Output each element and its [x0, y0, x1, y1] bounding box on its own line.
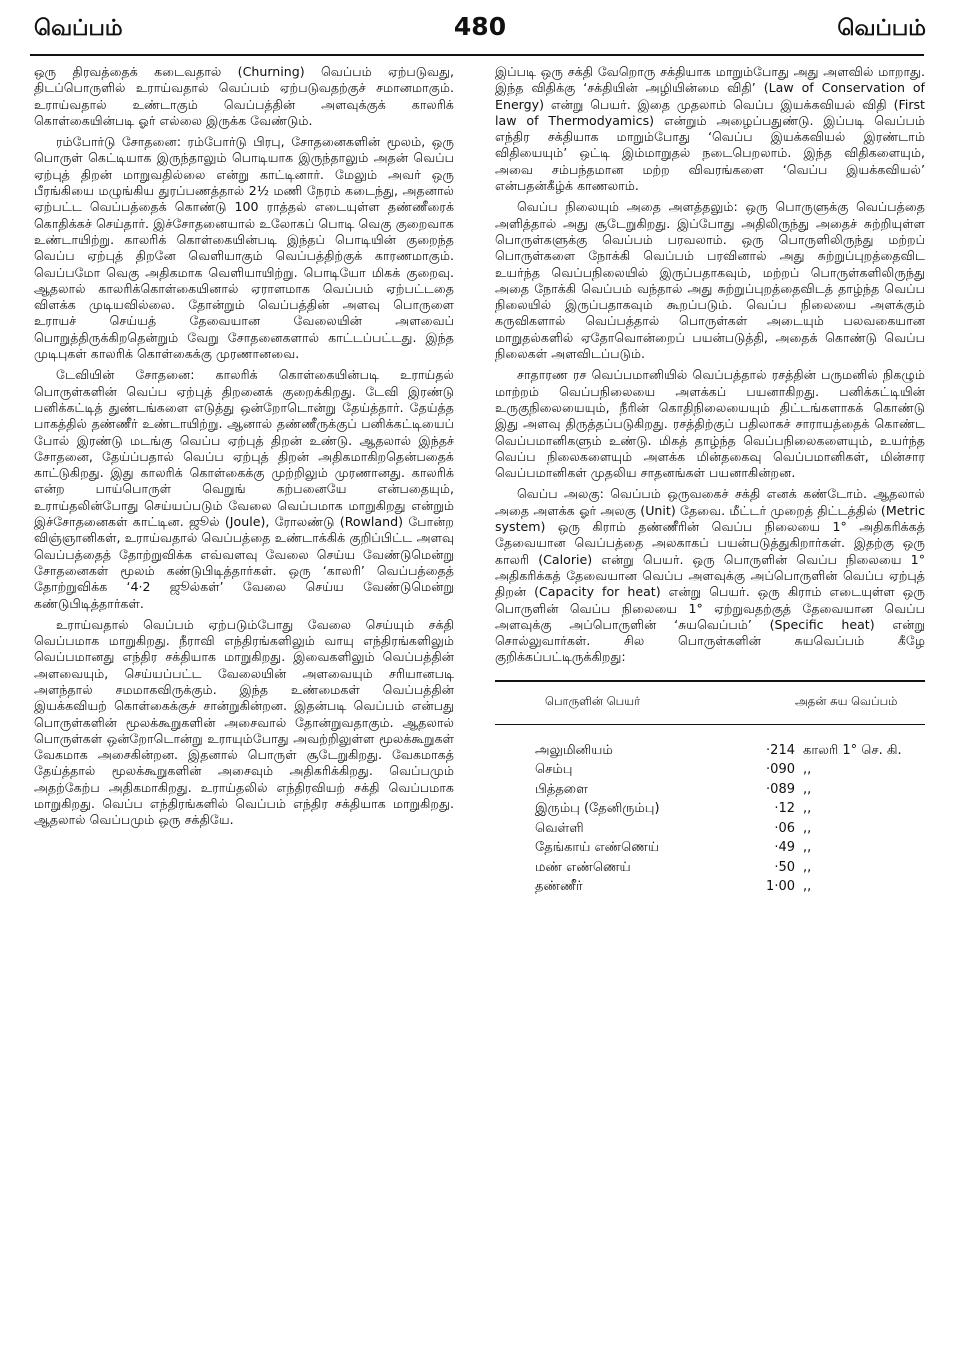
table-header-cell: அதன் சுய வெப்பம் — [795, 693, 898, 708]
table-row — [495, 877, 925, 897]
right-column — [495, 64, 925, 897]
table-cell: பித்தளை — [535, 781, 588, 797]
table-row — [495, 838, 925, 858]
table-cell: ·06 — [774, 820, 795, 836]
table-cell: ·090 — [766, 762, 795, 778]
paragraph: ரம்போர்டு சோதனை: ரம்போர்டு பிரபு, சோதனைகளின் மூலம், ஒரு பொருள் கெட்டியாக இருந்தாலும் பொடியாக இருந்தாலும் அதன் வெப்ப ஏற்புத் திறன் மாறுவதில்லை என்று காட்டினார். மேலும் அவர் ஒரு பீரங்கியை மழுங்கிய துரப்பணத்தால் 2½ மணி நேரம் கடைந்து, அதனால் ஏற்பட்ட வெப்பத்தைக் கொண்டு 100 ராத்தல் எடையுள்ள தண்ணீரைக் கொதிக்கச் செய்தார். இச்சோதனையால் உலோகப் பொடி வெகு குறைவாக உண்டாயிற்று. காலரிக் கொள்கையின்படி இந்தப் பொடியின் குறைந்த வெப்ப ஏற்புத் திறனே வெளியாகும் வெப்பத்திற்குக் காரணமாகும். வெப்பமோ வெகு அதிகமாக வெளியாயிற்று. பொடியோ மிகக் குறைவு. ஆதலால் காலரிக்கொள்கையினால் ஏராளமாக வெப்பம் ஏற்பட்டதை விளக்க முடியவில்லை. தோன்றும் வெப்பத்தின் அளவு பொருளை உராயச் செய்யத் தேவையான வேலையின் அளவைப் பொறுத்திருக்கிறதென்றும் வேறு சோதனைகளால் காட்டப்பட்டது. இந்த முடிபுகள் காலரிக் கொள்கைக்கு முரணானவை. — [34, 134, 454, 362]
table-cell: ·214 — [766, 742, 795, 758]
table-cell: ,, — [803, 879, 812, 895]
table-row — [495, 741, 925, 761]
table-header — [495, 682, 925, 724]
table-cell: ,, — [803, 820, 812, 836]
table-cell: ,, — [803, 840, 812, 856]
running-head-left: வெப்பம் — [34, 16, 123, 41]
left-column — [34, 64, 454, 834]
table-cell: தேங்காய் எண்ணெய் — [535, 840, 659, 856]
table-cell: 1·00 — [766, 879, 795, 895]
paragraph: வெப்ப நிலையும் அதை அளத்தலும்: ஒரு பொருளுக்கு வெப்பத்தை அளித்தால் அது சூடேறுகிறது. இப்போது அதிலிருந்து அதைச் சுற்றியுள்ள பொருள்களுக்கு வெப்பம் பரவலாம். ஒரு பொருளிலிருந்து மற்றப் பொருள்களை நோக்கி வெப்பம் பரவினால் அது சுற்றுப்புறத்தைவிட உயர்ந்த வெப்பநிலையில் இருப்பதாகவும், மற்றப் பொருள்களிலிருந்து அதை நோக்கி வெப்பம் வந்தால் அது சுற்றுப்புறத்தைவிடத் தாழ்ந்த வெப்ப நிலையில் இருப்பதாகவும் கூறப்படும். வெப்ப நிலையை அளக்கும் கருவிகளால் வெப்பத்தால் பொருள்கள் அடையும் பலவகையான மாறுதல்களில் ஏதோவொன்றைப் பயன்படுத்தி, அதைக் கொண்டு வெப்ப நிலைகள் அளவிடப்படும். — [495, 199, 925, 362]
table-cell: வெள்ளி — [535, 820, 584, 836]
table-cell: இரும்பு (தேனிரும்பு) — [535, 801, 660, 817]
page-number: 480 — [453, 12, 507, 41]
table-row — [495, 780, 925, 800]
table-cell: ·49 — [774, 840, 795, 856]
table-cell: ·50 — [774, 859, 795, 875]
paragraph: வெப்ப அலகு: வெப்பம் ஒருவகைச் சக்தி எனக் கண்டோம். ஆதலால் அதை அளக்க ஓர் அலகு (Unit) தேவை. மீட்டர் முறைத் திட்டத்தில் (Metric system) ஒரு கிராம் தண்ணீரின் வெப்ப நிலையை 1° அதிகரிக்கத் தேவையான வெப்பத்தை அலகாகப் பயன்படுத்துகிறார்கள். இதற்கு ஒரு காலரி (Calorie) என்று பெயர். ஒரு பொருளின் வெப்ப நிலையை 1° அதிகரிக்கத் தேவையான வெப்ப அளவுக்கு அப்பொருளின் வெப்ப ஏற்புத் திறன் (Capacity for heat) என்று பெயர். ஒரு கிராம் எடையுள்ள ஒரு பொருளின் வெப்ப நிலையை 1° ஏற்றுவதற்குத் தேவையான வெப்ப அளவுக்கு அப்பொருளின் ‘சுயவெப்பம்’ (Specific heat) என்று சொல்லுவார்கள். சில பொருள்களின் சுயவெப்பம் கீழே குறிக்கப்பட்டிருக்கிறது: — [495, 486, 925, 665]
paragraph: இப்படி ஒரு சக்தி வேறொரு சக்தியாக மாறும்போது அது அளவில் மாறாது. இந்த விதிக்கு ‘சக்தியின் அழியின்மை விதி’ (Law of Conservation of Energy) என்று பெயர். இதை முதலாம் வெப்ப இயக்கவியல் விதி (First law of Thermodyamics) என்றும் அழைப்பதுண்டு. இப்படி வெப்பம் எந்திர சக்தியாக மாறும்போது ‘வெப்ப இயக்கவியல் இரண்டாம் விதியையும்’ ஒட்டி இம்மாறுதல் நடைபெறலாம். இந்த விதிகளையும், அவை சம்பந்தமான மற்ற விவரங்களை ‘வெப்ப இயக்கவியல்’ என்பதன்கீழ்க் காணலாம். — [495, 64, 925, 194]
table-row — [495, 760, 925, 780]
table-header-rule — [495, 724, 925, 725]
table-cell: ,, — [803, 859, 812, 875]
table-cell: ·12 — [774, 801, 795, 817]
table-cell: செம்பு — [535, 762, 573, 778]
table-header-cell: பொருளின் பெயர் — [545, 693, 641, 708]
table-cell: ·089 — [766, 781, 795, 797]
header-rule — [30, 54, 924, 56]
table-cell: ,, — [803, 762, 812, 778]
table-cell: ,, — [803, 781, 812, 797]
running-head-right: வெப்பம் — [837, 16, 926, 41]
table-cell: காலரி 1° செ. கி. — [803, 742, 902, 758]
paragraph: உராய்வதால் வெப்பம் ஏற்படும்போது வேலை செய்யும் சக்தி வெப்பமாக மாறுகிறது. நீராவி எந்திரங்களிலும் வாயு எந்திரங்களிலும் வெப்பமானது எந்திர சக்தியாக மாறுகிறது. இவைகளிலும் வெப்பத்தின் அளவையும், செய்யப்பட்ட வேலையின் அளவையும் சரியானபடி அளந்தால் சமமாகவிருக்கும். இந்த உண்மைகள் வெப்பத்தின் இயக்கவியற் கொள்கைக்குச் சான்றுகின்றன. இதன்படி வெப்பம் என்பது பொருள்களின் மூலக்கூறுகளின் அசைவால் தோன்றுவதாகும். ஆதலால் பொருள்கள் ஒன்றோடொன்று உராயும்போது அவற்றிலுள்ள மூலக்கூறுகள் வேகமாக அசைகின்றன. இதனால் பொருள் சூடேறுகிறது. வேகமாகத் தேய்த்தால் மூலக்கூறுகளின் அசைவும் அதிகரிக்கிறது. வெப்பமும் அதற்கேற்ப அதிகமாகிறது. உராய்தலில் எந்திரவியற் சக்தி வெப்பமாக மாறுகிறது. வெப்ப எந்திரங்களில் வெப்பம் எந்திர சக்தியாக மாறுகிறது. ஆதலால் வெப்பமும் ஒரு சக்தியே. — [34, 616, 454, 828]
table-cell: தண்ணீர் — [535, 879, 583, 895]
page-header — [30, 6, 930, 46]
paragraph: சாதாரண ரச வெப்பமானியில் வெப்பத்தால் ரசத்தின் பருமனில் நிகழும் மாற்றம் வெப்பநிலையை அளக்கப் பயனாகிறது. பனிக்கட்டியின் உருகுநிலையையும், நீரின் கொதிநிலையையும் திட்டங்களாகக் கொண்டு இது அளவு திருத்தப்படுகிறது. ரசத்திற்குப் பதிலாகச் சாராயத்தைக் கொண்ட வெப்பமானிகளும் உண்டு. மிகத் தாழ்ந்த வெப்பநிலைகளையும், உயர்ந்த வெப்ப நிலைகளையும் அளக்க மின்தகைவு வெப்பமானிகள், மின்சார வெப்பமானிகள் முதலிய சாதனங்கள் பயனாகின்றன. — [495, 367, 925, 481]
table-cell: ,, — [803, 801, 812, 817]
table-cell: அலுமினியம் — [535, 742, 613, 758]
table-row — [495, 858, 925, 878]
table-row — [495, 819, 925, 839]
table-cell: மண் எண்ணெய் — [535, 859, 631, 875]
paragraph: ஒரு திரவத்தைக் கடைவதால் (Churning) வெப்பம் ஏற்படுவது, திடப்பொருளில் உராய்வதால் வெப்பம் ஏற்படுவதற்குச் சமானமாகும். உராய்வதால் உண்டாகும் வெப்பத்தின் அளவுக்குக் காலரிக் கொள்கையின்படி ஓர் எல்லை இருக்க வேண்டும். — [34, 64, 454, 128]
paragraph: டேவியின் சோதனை: காலரிக் கொள்கையின்படி உராய்தல் பொருள்களின் வெப்ப ஏற்புத் திறனைக் குறைக்கிறது. டேவி இரண்டு பனிக்கட்டித் துண்டங்களை எடுத்து ஒன்றோடொன்று தேய்த்தார். தேய்த்த பாகத்தில் தண்ணீர் உண்டாயிற்று. ஆனால் தண்ணீருக்குப் பனிக்கட்டியைப் போல் இரண்டு மடங்கு வெப்ப ஏற்புத் திறன் உண்டு. ஆதலால் இந்தச் சோதனை, தேய்ப்பதால் வெப்ப ஏற்புத் திறன் அதிகமாகிறதென்பதைக் காட்டுகிறது. இது காலரிக் கொள்கைக்கு முற்றிலும் முரணானது. காலரிக் என்ற பாய்பொருள் வெறுங் கற்பனையே என்பதையும், உராய்தலின்போது செய்யப்படும் வேலை வெப்பமாக மாறுகிறது என்றும் இச்சோதனைகள் காட்டின. ஜூல் (Joule), ரோலண்டு (Rowland) போன்ற விஞ்ஞானிகள், உராய்வதால் வெப்பத்தை உண்டாக்கிக் குறிப்பிட்ட அளவு வெப்பத்தைத் தோற்றுவிக்க எவ்வளவு வேலை செய்ய வேண்டுமென்று சோதனைகள் மூலம் கண்டுபிடித்தார்கள். ஒரு ‘காலரி’ வெப்பத்தைத் தோற்றுவிக்க ‘4·2 ஜூல்கள்’ வேலை செய்ய வேண்டுமென்று கண்டுபிடித்தார்கள். — [34, 367, 454, 611]
table-row — [495, 799, 925, 819]
specific-heat-table — [495, 680, 925, 897]
